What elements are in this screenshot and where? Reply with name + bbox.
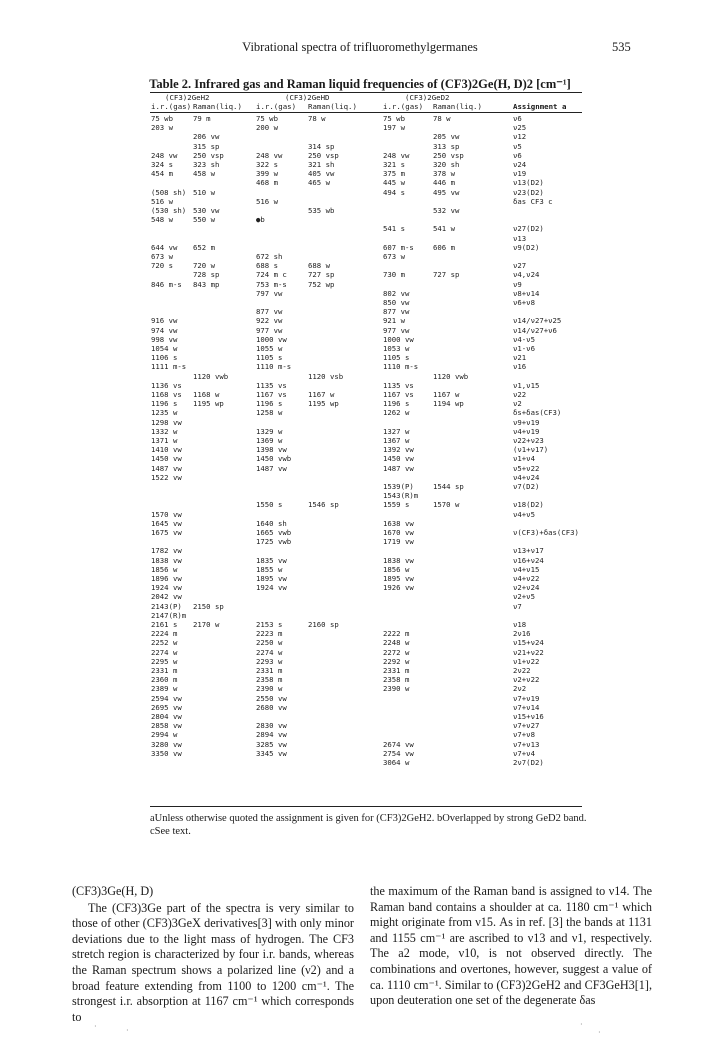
cell-assignment: ν7+ν14	[513, 702, 540, 712]
cell-ir-gas-geh2: 75 wb	[151, 114, 173, 123]
cell-ir-gas-gehd: 1665 vwb	[256, 528, 292, 537]
cell-raman-liq-geh2: 458 w	[193, 169, 215, 179]
cell-ir-gas-geh2: 2042 vw	[151, 592, 182, 602]
cell-ir-gas-gehd: 688 s	[256, 261, 278, 271]
cell-assignment: ν22	[513, 390, 527, 399]
cell-assignment: ν4,ν24	[513, 270, 540, 280]
running-title: Vibrational spectra of trifluoromethylgermanes	[242, 40, 478, 54]
cell-raman-liq-ged2: 250 vsp	[433, 150, 464, 160]
cell-assignment: ν7+ν4	[513, 748, 535, 758]
cell-ir-gas-ged2: 1670 vw	[383, 528, 414, 537]
cell-raman-liq-geh2: 323 sh	[193, 160, 220, 169]
cell-assignment: ν7	[513, 601, 522, 611]
cell-ir-gas-ged2: 607 m-s	[383, 242, 414, 252]
cell-assignment: ν(CF3)+δas(CF3)	[513, 528, 579, 537]
cell-ir-gas-geh2: 3280 vw	[151, 739, 182, 749]
cell-ir-gas-ged2: 2674 vw	[383, 739, 414, 749]
cell-ir-gas-ged2: 1196 s	[383, 399, 410, 409]
cell-ir-gas-ged2: 2272 w	[383, 647, 410, 657]
cell-assignment: 2ν2	[513, 684, 527, 694]
cell-assignment: ν1,ν15	[513, 380, 540, 390]
cell-raman-liq-gehd: 465 w	[308, 178, 330, 188]
cell-assignment: ν2+ν24	[513, 583, 540, 593]
cell-ir-gas-geh2: 1298 vw	[151, 417, 182, 427]
cell-ir-gas-geh2: 2389 w	[151, 684, 178, 694]
cell-ir-gas-gehd: 753 m-s	[256, 279, 287, 289]
cell-ir-gas-ged2: 494 s	[383, 187, 405, 197]
cell-ir-gas-geh2: 454 m	[151, 169, 173, 179]
cell-ir-gas-gehd: 2274 w	[256, 647, 283, 657]
cell-ir-gas-geh2: 2274 w	[151, 647, 178, 657]
subheader-ir-gas: i.r.(gas)	[256, 102, 297, 111]
cell-ir-gas-geh2: 2858 vw	[151, 721, 182, 731]
cell-raman-liq-gehd: 1195 wp	[308, 399, 339, 409]
cell-ir-gas-geh2: 1235 w	[151, 408, 178, 418]
cell-assignment: ν5	[513, 141, 522, 151]
cell-ir-gas-gehd: 3285 vw	[256, 739, 287, 749]
cell-ir-gas-gehd: 1369 w	[256, 436, 283, 445]
cell-assignment: ν21	[513, 353, 527, 363]
cell-raman-liq-gehd: 321 sh	[308, 160, 335, 169]
right-column-text: the maximum of the Raman band is assigned to ν14. The Raman band contains a shoulder at ca. 1180 cm⁻¹ which might originate from ν15. As in ref. [3] the bands at 1131 and 1155 cm⁻¹ are ascribed to ν13 and ν1, respectively. The a2 mode, ν10, is not observed directly. The combinations and overtones, however, suggest a value of ca. 1110 cm⁻¹. Similar to (CF3)2GeH2 and CF3GeH3[1], upon deuteration one set of the degenerate δas	[370, 884, 652, 1008]
cell-ir-gas-gehd: 1835 vw	[256, 555, 287, 565]
cell-raman-liq-gehd: 688 w	[308, 261, 330, 271]
cell-assignment: ν1+ν4	[513, 454, 535, 464]
cell-raman-liq-ged2: 495 vw	[433, 187, 460, 197]
cell-ir-gas-ged2: 2292 w	[383, 656, 410, 666]
cell-raman-liq-gehd: 752 wp	[308, 279, 335, 289]
cell-ir-gas-geh2: 1450 vw	[151, 454, 182, 464]
cell-raman-liq-gehd: 727 sp	[308, 270, 335, 280]
cell-assignment: ν1-ν6	[513, 344, 535, 353]
cell-ir-gas-geh2: 673 w	[151, 252, 173, 261]
cell-ir-gas-ged2: 197 w	[383, 123, 405, 133]
cell-ir-gas-ged2: 2222 m	[383, 629, 410, 639]
cell-ir-gas-geh2: 998 vw	[151, 334, 178, 344]
cell-ir-gas-ged2: 1135 vs	[383, 380, 414, 390]
cell-ir-gas-ged2: 248 vw	[383, 150, 410, 160]
cell-ir-gas-geh2: 1838 vw	[151, 555, 182, 565]
cell-ir-gas-gehd: 1055 w	[256, 344, 283, 353]
cell-assignment: (ν1+ν17)	[513, 445, 549, 455]
cell-assignment: 2ν22	[513, 666, 531, 675]
cell-ir-gas-ged2: 1543(R)m	[383, 491, 419, 501]
cell-ir-gas-ged2: 2248 w	[383, 638, 410, 648]
cell-ir-gas-ged2: 2754 vw	[383, 748, 414, 758]
cell-ir-gas-gehd: 2550 vw	[256, 693, 287, 703]
cell-ir-gas-gehd: 1000 vw	[256, 334, 287, 344]
cell-raman-liq-geh2: 250 vsp	[193, 150, 224, 160]
cell-assignment: ν4+ν5	[513, 509, 535, 519]
table-bottom-rule	[150, 806, 582, 807]
cell-assignment: ν9	[513, 279, 522, 289]
cell-ir-gas-geh2: 1111 m-s	[151, 362, 187, 372]
cell-ir-gas-gehd: 2358 m	[256, 675, 283, 685]
cell-ir-gas-geh2: 1924 vw	[151, 583, 182, 593]
table-row	[0, 757, 720, 768]
cell-assignment: ν2	[513, 399, 522, 409]
cell-ir-gas-gehd: 322 s	[256, 160, 278, 169]
cell-ir-gas-gehd: 1550 s	[256, 500, 283, 510]
cell-ir-gas-gehd: 1398 vw	[256, 445, 287, 455]
cell-ir-gas-ged2: 877 vw	[383, 307, 410, 317]
cell-ir-gas-gehd: 797 vw	[256, 288, 283, 298]
cell-assignment: ν1+ν22	[513, 656, 540, 666]
cell-assignment: ν4+ν19	[513, 426, 540, 436]
cell-raman-liq-ged2: 313 sp	[433, 141, 460, 151]
cell-ir-gas-ged2: 977 vw	[383, 325, 410, 335]
cell-assignment: ν7+ν19	[513, 693, 540, 703]
cell-assignment: δs+δas(CF3)	[513, 408, 562, 418]
cell-ir-gas-gehd: 977 vw	[256, 325, 283, 335]
cell-ir-gas-geh2: 1054 w	[151, 344, 178, 353]
cell-raman-liq-ged2: 541 w	[433, 224, 455, 234]
cell-raman-liq-ged2: 320 sh	[433, 160, 460, 169]
cell-ir-gas-ged2: 1367 w	[383, 436, 410, 445]
cell-assignment: ν14/ν27+ν6	[513, 325, 557, 335]
cell-raman-liq-ged2: 78 w	[433, 114, 451, 123]
cell-ir-gas-gehd: 724 m c	[256, 270, 287, 280]
cell-ir-gas-geh2: 1522 vw	[151, 472, 182, 482]
cell-ir-gas-gehd: 672 sh	[256, 252, 283, 261]
cell-ir-gas-gehd: ●b	[256, 215, 265, 225]
cell-ir-gas-ged2: 2390 w	[383, 684, 410, 694]
cell-ir-gas-ged2: 75 wb	[383, 114, 405, 123]
cell-ir-gas-gehd: 1487 vw	[256, 463, 287, 473]
cell-assignment: ν13+ν17	[513, 546, 544, 556]
cell-ir-gas-ged2: 1926 vw	[383, 583, 414, 593]
cell-ir-gas-gehd: 2680 vw	[256, 702, 287, 712]
cell-ir-gas-geh2: 2161 s	[151, 620, 178, 629]
cell-ir-gas-geh2: 1106 s	[151, 353, 178, 363]
cell-ir-gas-geh2: 720 s	[151, 261, 173, 271]
cell-ir-gas-ged2: 850 vw	[383, 298, 410, 307]
table-footnote: aUnless otherwise quoted the assignment is given for (CF3)2GeH2. bOverlapped by strong GeD2 band. cSee text.	[150, 813, 587, 837]
cell-ir-gas-geh2: 324 s	[151, 160, 173, 169]
cell-assignment: ν19	[513, 169, 527, 179]
cell-raman-liq-geh2: 510 w	[193, 187, 215, 197]
cell-assignment: ν24	[513, 160, 527, 169]
cell-ir-gas-gehd: 3345 vw	[256, 748, 287, 758]
cell-ir-gas-gehd: 877 vw	[256, 307, 283, 317]
cell-ir-gas-gehd: 1196 s	[256, 399, 283, 409]
cell-assignment: ν27	[513, 261, 527, 271]
cell-assignment: ν22+ν23	[513, 436, 544, 445]
cell-ir-gas-geh2: 548 w	[151, 215, 173, 225]
cell-raman-liq-gehd: 535 wb	[308, 206, 335, 215]
cell-ir-gas-ged2: 375 m	[383, 169, 405, 179]
cell-ir-gas-geh2: 1136 vs	[151, 380, 182, 390]
scan-specks: · · · ·	[94, 1020, 601, 1037]
cell-assignment: ν8+ν14	[513, 288, 540, 298]
cell-assignment: ν7+ν13	[513, 739, 540, 749]
cell-ir-gas-geh2: 1332 w	[151, 426, 178, 436]
cell-ir-gas-ged2: 1838 vw	[383, 555, 414, 565]
cell-raman-liq-ged2: 205 vw	[433, 132, 460, 142]
cell-ir-gas-geh2: 2143(P)	[151, 601, 182, 611]
cell-ir-gas-ged2: 1450 vw	[383, 454, 414, 464]
cell-assignment: ν5+ν22	[513, 463, 540, 473]
cell-ir-gas-geh2: 2994 w	[151, 730, 178, 740]
cell-assignment: ν16+ν24	[513, 555, 544, 565]
cell-ir-gas-geh2: 2331 m	[151, 666, 178, 675]
cell-ir-gas-geh2: 3350 vw	[151, 748, 182, 758]
cell-ir-gas-geh2: 2695 vw	[151, 702, 182, 712]
cell-raman-liq-geh2: 652 m	[193, 242, 215, 252]
cell-raman-liq-gehd: 250 vsp	[308, 150, 339, 160]
cell-assignment: ν6+ν8	[513, 298, 535, 307]
cell-raman-liq-gehd: 1167 w	[308, 390, 335, 399]
cell-ir-gas-ged2: 673 w	[383, 252, 405, 261]
cell-ir-gas-gehd: 1924 vw	[256, 583, 287, 593]
group-header-geh2: (CF3)2GeH2	[165, 93, 210, 102]
cell-ir-gas-ged2: 1487 vw	[383, 463, 414, 473]
cell-assignment: ν23(D2)	[513, 187, 544, 197]
cell-assignment: ν6	[513, 114, 522, 123]
cell-raman-liq-ged2: 446 m	[433, 178, 455, 188]
cell-ir-gas-geh2: 1782 vw	[151, 546, 182, 556]
cell-assignment: ν21+ν22	[513, 647, 544, 657]
cell-ir-gas-gehd: 1135 vs	[256, 380, 287, 390]
cell-ir-gas-gehd: 75 wb	[256, 114, 278, 123]
cell-ir-gas-gehd: 2390 w	[256, 684, 283, 694]
cell-raman-liq-ged2: 1194 wp	[433, 399, 464, 409]
cell-ir-gas-gehd: 248 vw	[256, 150, 283, 160]
table-top-rule	[150, 92, 582, 93]
cell-ir-gas-geh2: 1896 vw	[151, 574, 182, 583]
cell-ir-gas-ged2: 1167 vs	[383, 390, 414, 399]
cell-ir-gas-ged2: 1262 w	[383, 408, 410, 418]
cell-ir-gas-geh2: 974 vw	[151, 325, 178, 335]
cell-ir-gas-gehd: 1258 w	[256, 408, 283, 418]
cell-assignment: ν2+ν5	[513, 592, 535, 602]
cell-ir-gas-gehd: 1329 w	[256, 426, 283, 436]
left-column-text: The (CF3)3Ge part of the spectra is very similar to those of other (CF3)3GeX derivatives[3] with only minor deviations due to the light mass of hydrogen. The CF3 stretch region is characterized by four i.r. bands, whereas the Raman spectrum shows a polarized line (ν2) and a broad feature extending from 1100 to 1200 cm⁻¹. The strongest i.r. absorption at 1167 cm⁻¹ which corresponds to	[72, 900, 354, 1024]
cell-ir-gas-gehd: 1105 s	[256, 353, 283, 363]
cell-ir-gas-geh2: 1645 vw	[151, 518, 182, 528]
cell-assignment: ν14/ν27+ν25	[513, 316, 562, 326]
cell-assignment: ν13(D2)	[513, 178, 544, 188]
cell-ir-gas-geh2: 248 vw	[151, 150, 178, 160]
cell-ir-gas-ged2: 2331 m	[383, 666, 410, 675]
cell-assignment: ν12	[513, 132, 527, 142]
cell-ir-gas-gehd: 2830 vw	[256, 721, 287, 731]
cell-ir-gas-geh2: 1570 vw	[151, 509, 182, 519]
cell-raman-liq-geh2: 720 w	[193, 261, 215, 271]
cell-raman-liq-ged2: 378 w	[433, 169, 455, 179]
cell-ir-gas-ged2: 802 vw	[383, 288, 410, 298]
cell-raman-liq-geh2: 206 vw	[193, 132, 220, 142]
cell-assignment: ν15+ν24	[513, 638, 544, 648]
cell-assignment: ν6	[513, 150, 522, 160]
cell-ir-gas-gehd: 468 m	[256, 178, 278, 188]
cell-ir-gas-geh2: 846 m-s	[151, 279, 182, 289]
cell-raman-liq-gehd: 405 vw	[308, 169, 335, 179]
cell-ir-gas-geh2: 1196 s	[151, 399, 178, 409]
cell-ir-gas-gehd: 516 w	[256, 196, 278, 206]
subheader-raman-liq: Raman(liq.)	[308, 102, 357, 111]
subheader-ir-gas: i.r.(gas)	[383, 102, 424, 111]
cell-raman-liq-geh2: 530 vw	[193, 206, 220, 215]
cell-raman-liq-geh2: 79 m	[193, 114, 211, 123]
table-body	[0, 113, 720, 767]
cell-ir-gas-gehd: 1450 vwb	[256, 454, 292, 464]
section-heading: (CF3)3Ge(H, D)	[72, 884, 154, 898]
cell-assignment: ν7+ν8	[513, 730, 535, 740]
cell-ir-gas-ged2: 321 s	[383, 160, 405, 169]
cell-ir-gas-ged2: 1000 vw	[383, 334, 414, 344]
cell-ir-gas-gehd: 1855 w	[256, 564, 283, 574]
cell-ir-gas-geh2: 1487 vw	[151, 463, 182, 473]
cell-assignment: δas CF3 c	[513, 196, 553, 206]
cell-ir-gas-geh2: 916 vw	[151, 316, 178, 326]
left-column	[72, 884, 354, 1025]
cell-assignment: ν25	[513, 123, 527, 133]
cell-ir-gas-ged2: 730 m	[383, 270, 405, 280]
cell-ir-gas-gehd: 2223 m	[256, 629, 283, 639]
cell-ir-gas-ged2: 1638 vw	[383, 518, 414, 528]
cell-assignment: ν4+ν15	[513, 564, 540, 574]
cell-ir-gas-ged2: 1559 s	[383, 500, 410, 510]
cell-raman-liq-geh2: 550 w	[193, 215, 215, 225]
cell-ir-gas-ged2: 3064 w	[383, 758, 410, 767]
cell-ir-gas-ged2: 1105 s	[383, 353, 410, 363]
cell-raman-liq-geh2: 1195 wp	[193, 399, 224, 409]
cell-raman-liq-ged2: 1120 vwb	[433, 371, 469, 381]
cell-assignment: ν4-ν5	[513, 334, 535, 344]
cell-ir-gas-geh2: 2804 vw	[151, 712, 182, 721]
cell-raman-liq-gehd: 2160 sp	[308, 620, 339, 629]
cell-assignment: ν4+ν22	[513, 574, 540, 583]
cell-raman-liq-geh2: 728 sp	[193, 270, 220, 280]
cell-ir-gas-gehd: 1725 vwb	[256, 537, 292, 547]
cell-ir-gas-geh2: 2594 vw	[151, 693, 182, 703]
cell-assignment: ν18(D2)	[513, 500, 544, 510]
cell-ir-gas-geh2: 2360 m	[151, 675, 178, 685]
cell-ir-gas-gehd: 2293 w	[256, 656, 283, 666]
cell-ir-gas-gehd: 2250 w	[256, 638, 283, 648]
cell-ir-gas-gehd: 1640 sh	[256, 518, 287, 528]
cell-assignment: ν2+ν22	[513, 675, 540, 685]
cell-ir-gas-ged2: 1895 vw	[383, 574, 414, 583]
cell-assignment: ν9(D2)	[513, 242, 540, 252]
cell-raman-liq-gehd: 314 sp	[308, 141, 335, 151]
cell-raman-liq-ged2: 1570 w	[433, 500, 460, 510]
cell-ir-gas-gehd: 1167 vs	[256, 390, 287, 399]
cell-assignment: 2ν7(D2)	[513, 758, 544, 767]
cell-raman-liq-ged2: 727 sp	[433, 270, 460, 280]
subheader-raman-liq: Raman(liq.)	[433, 102, 482, 111]
cell-ir-gas-ged2: 1327 w	[383, 426, 410, 436]
group-header-ged2: (CF3)2GeD2	[405, 93, 450, 102]
cell-assignment: ν7(D2)	[513, 482, 540, 491]
cell-ir-gas-ged2: 1856 w	[383, 564, 410, 574]
cell-ir-gas-ged2: 445 w	[383, 178, 405, 188]
cell-raman-liq-ged2: 1544 sp	[433, 482, 464, 491]
cell-ir-gas-geh2: 516 w	[151, 196, 173, 206]
cell-assignment: ν18	[513, 620, 527, 629]
subheader-raman-liq: Raman(liq.)	[193, 102, 242, 111]
cell-raman-liq-ged2: 1167 w	[433, 390, 460, 399]
cell-ir-gas-gehd: 1895 vw	[256, 574, 287, 583]
cell-ir-gas-ged2: 1053 w	[383, 344, 410, 353]
right-column	[370, 884, 652, 1009]
cell-ir-gas-ged2: 1392 vw	[383, 445, 414, 455]
cell-assignment: ν15+ν16	[513, 712, 544, 721]
cell-ir-gas-geh2: 2252 w	[151, 638, 178, 648]
cell-ir-gas-geh2: 644 vw	[151, 242, 178, 252]
cell-ir-gas-ged2: 2358 m	[383, 675, 410, 685]
cell-raman-liq-gehd: 1546 sp	[308, 500, 339, 510]
cell-raman-liq-geh2: 843 mp	[193, 279, 220, 289]
cell-raman-liq-ged2: 606 m	[433, 242, 455, 252]
cell-ir-gas-ged2: 1539(P)	[383, 482, 414, 491]
cell-ir-gas-gehd: 2153 s	[256, 620, 283, 629]
cell-ir-gas-geh2: (530 sh)	[151, 206, 187, 215]
cell-ir-gas-geh2: 203 w	[151, 123, 173, 133]
cell-ir-gas-ged2: 1719 vw	[383, 537, 414, 547]
cell-raman-liq-geh2: 2170 w	[193, 620, 220, 629]
cell-raman-liq-geh2: 315 sp	[193, 141, 220, 151]
cell-ir-gas-geh2: (508 sh)	[151, 187, 187, 197]
cell-raman-liq-gehd: 78 w	[308, 114, 326, 123]
cell-raman-liq-gehd: 1120 vsb	[308, 371, 344, 381]
cell-ir-gas-ged2: 921 w	[383, 316, 405, 326]
cell-ir-gas-gehd: 2331 m	[256, 666, 283, 675]
table-title: Table 2. Infrared gas and Raman liquid frequencies of (CF3)2Ge(H, D)2 [cm⁻¹]	[149, 77, 571, 91]
cell-assignment: ν16	[513, 362, 527, 372]
cell-assignment: ν13	[513, 233, 527, 243]
cell-ir-gas-gehd: 1110 m-s	[256, 362, 292, 372]
cell-assignment: ν4+ν24	[513, 472, 540, 482]
cell-assignment: ν7+ν27	[513, 721, 540, 731]
cell-raman-liq-geh2: 1168 w	[193, 390, 220, 399]
cell-assignment: ν27(D2)	[513, 224, 544, 234]
subheader-assignment: Assignment a	[513, 102, 567, 111]
group-header-gehd: (CF3)2GeHD	[285, 93, 330, 102]
cell-ir-gas-geh2: 1856 w	[151, 564, 178, 574]
subheader-ir-gas: i.r.(gas)	[151, 102, 192, 111]
cell-raman-liq-ged2: 532 vw	[433, 206, 460, 215]
cell-assignment: ν9+ν19	[513, 417, 540, 427]
cell-ir-gas-geh2: 1410 vw	[151, 445, 182, 455]
cell-ir-gas-geh2: 2224 m	[151, 629, 178, 639]
cell-ir-gas-gehd: 2894 vw	[256, 730, 287, 740]
cell-ir-gas-geh2: 1371 w	[151, 436, 178, 445]
cell-assignment: 2ν16	[513, 629, 531, 639]
cell-ir-gas-gehd: 399 w	[256, 169, 278, 179]
cell-ir-gas-gehd: 922 vw	[256, 316, 283, 326]
cell-raman-liq-geh2: 2150 sp	[193, 601, 224, 611]
cell-ir-gas-geh2: 2295 w	[151, 656, 178, 666]
cell-ir-gas-geh2: 1168 vs	[151, 390, 182, 399]
page-number: 535	[612, 40, 631, 54]
cell-ir-gas-ged2: 541 s	[383, 224, 405, 234]
cell-ir-gas-geh2: 1675 vw	[151, 528, 182, 537]
cell-ir-gas-ged2: 1110 m-s	[383, 362, 419, 372]
cell-ir-gas-gehd: 200 w	[256, 123, 278, 133]
cell-raman-liq-geh2: 1120 vwb	[193, 371, 229, 381]
cell-ir-gas-geh2: 2147(R)m	[151, 610, 187, 620]
running-header	[0, 40, 720, 56]
